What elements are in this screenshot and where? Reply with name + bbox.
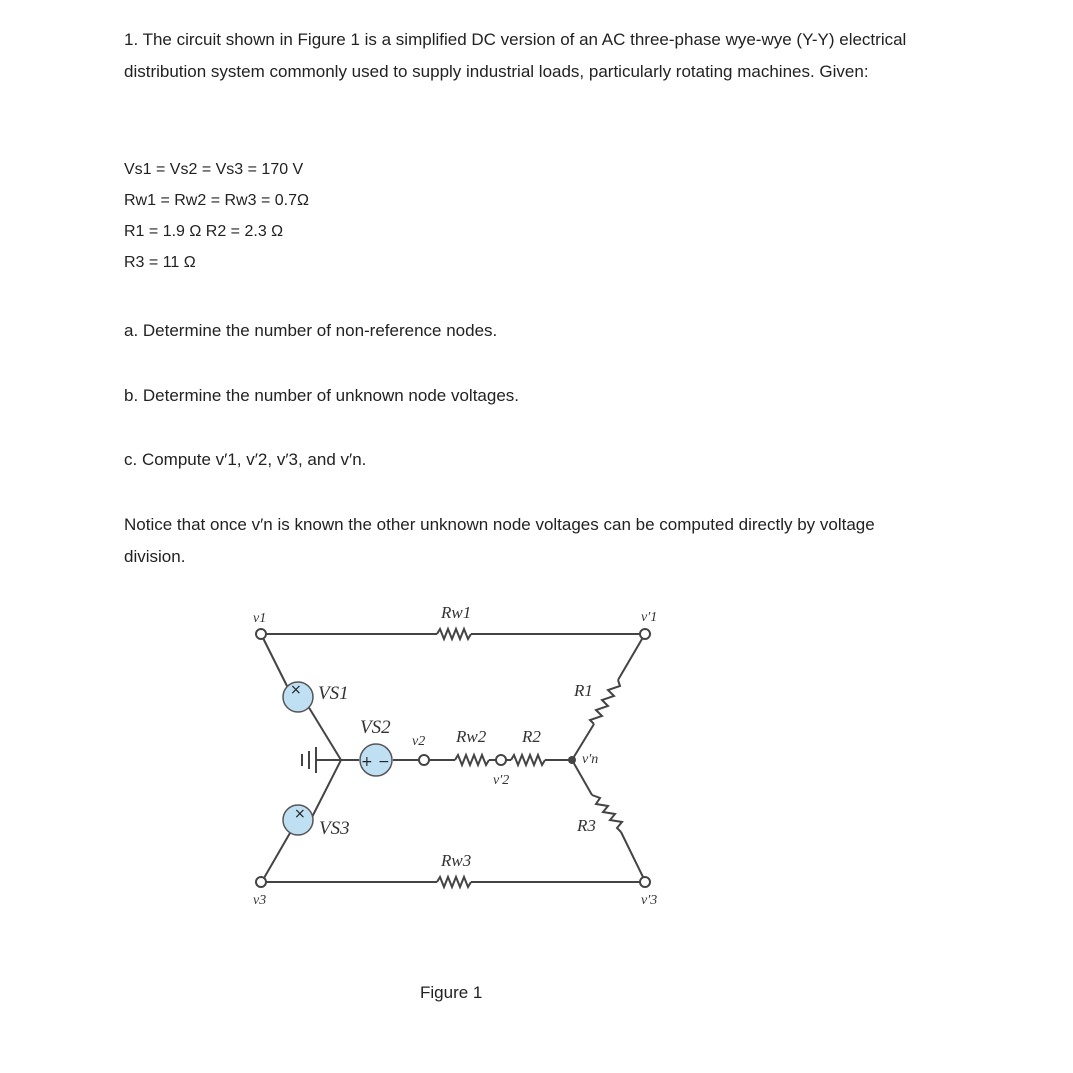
label-r2: R2 (522, 727, 541, 746)
label-vs2: VS2 (360, 717, 391, 738)
node-vn-prime (568, 756, 576, 764)
node-v2 (419, 755, 429, 765)
label-v2: v2 (412, 734, 426, 749)
r3-resistor (592, 795, 622, 832)
given-line-rw: Rw1 = Rw2 = Rw3 = 0.7Ω (124, 192, 309, 209)
rw1-resistor (437, 629, 471, 639)
label-r3: R3 (577, 816, 596, 835)
vs2-minus-icon: − (378, 754, 390, 770)
part-c: c. Compute v′1, v′2, v′3, and v′n. (124, 450, 367, 469)
rw2-resistor (455, 755, 489, 765)
given-line-r3: R3 = 11 Ω (124, 254, 196, 271)
node-v1-prime (640, 629, 650, 639)
label-v3: v3 (253, 893, 267, 908)
label-v2-prime: v′2 (493, 773, 510, 788)
node-v3-prime (640, 877, 650, 887)
label-v1: v1 (253, 611, 267, 626)
part-b: b. Determine the number of unknown node voltages. (124, 386, 520, 405)
notice: Notice that once v′n is known the other unknown node voltages can be computed directly by voltage division. (124, 515, 875, 566)
label-v3-prime: v′3 (641, 893, 658, 908)
given-line-vs: Vs1 = Vs2 = Vs3 = 170 V (124, 161, 304, 178)
vs3-plus-icon: × (294, 806, 306, 822)
label-rw3: Rw3 (441, 851, 472, 870)
r2-resistor (511, 755, 545, 765)
vs2-plus-icon: + (361, 754, 373, 770)
rw3-resistor (437, 877, 471, 887)
label-rw2: Rw2 (456, 727, 487, 746)
part-a: a. Determine the number of non-reference nodes. (124, 321, 498, 340)
label-vs1: VS1 (318, 683, 349, 704)
label-vn-prime: v′n (582, 752, 599, 767)
problem-intro: 1. The circuit shown in Figure 1 is a simplified DC version of an AC three-phase wye-wye (Y-Y) electrical distribution system commonly used to supply industrial loads, particularly rotating machines. Given: (124, 30, 907, 81)
figure-caption: Figure 1 (420, 983, 483, 1002)
node-v2-prime (496, 755, 506, 765)
given-line-r1-r2: R1 = 1.9 Ω R2 = 2.3 Ω (124, 223, 284, 240)
label-v1-prime: v′1 (641, 610, 658, 625)
label-r1: R1 (574, 681, 593, 700)
label-vs3: VS3 (319, 818, 350, 839)
r1-resistor (590, 680, 620, 724)
label-rw1: Rw1 (441, 603, 472, 622)
vs1-plus-icon: × (290, 682, 302, 698)
node-v3 (256, 877, 266, 887)
node-v1 (256, 629, 266, 639)
